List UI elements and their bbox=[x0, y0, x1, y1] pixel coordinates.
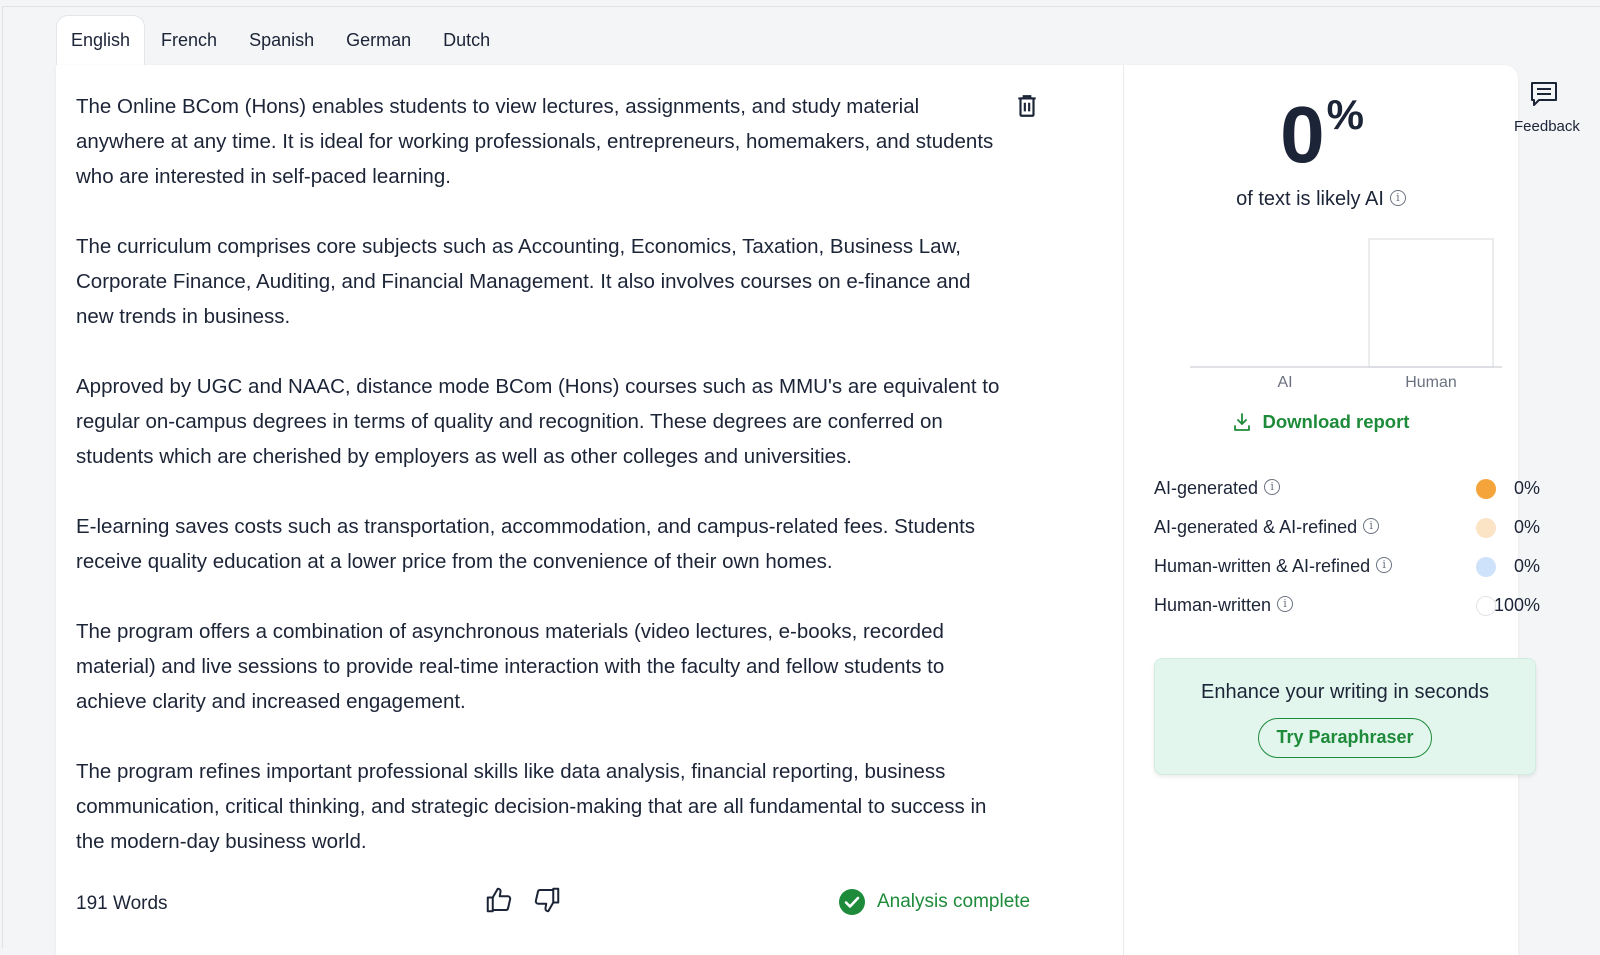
info-icon[interactable]: i bbox=[1376, 557, 1392, 573]
tab-german[interactable]: German bbox=[346, 29, 412, 50]
legend-label: Human-written & AI-refined i bbox=[1154, 556, 1392, 577]
legend-value: 0% bbox=[1513, 556, 1540, 576]
legend-label: AI-generated i bbox=[1154, 478, 1280, 499]
thumbs-down-icon[interactable] bbox=[532, 885, 564, 917]
status-text: Analysis complete bbox=[877, 891, 1031, 912]
promo-title: Enhance your writing in seconds bbox=[1201, 681, 1489, 703]
legend-value: 0% bbox=[1513, 478, 1540, 498]
legend-row-human-written bbox=[1154, 587, 1548, 626]
download-label: Download report bbox=[1262, 411, 1410, 432]
editor-footer bbox=[76, 885, 1076, 925]
download-report-button[interactable] bbox=[1124, 411, 1518, 433]
legend-value: 0% bbox=[1513, 517, 1540, 537]
paragraph: The curriculum comprises core subjects such as Accounting, Economics, Taxation, Business Law, Corporate Finance, Auditing, and Financial Management. It also involves courses on e-finance and new trends in business. bbox=[76, 235, 971, 328]
thumbs-up-icon[interactable] bbox=[484, 885, 516, 917]
legend-row-human-written-ai-refined bbox=[1154, 548, 1548, 587]
download-icon bbox=[1233, 412, 1251, 432]
legend-label: AI-generated & AI-refined i bbox=[1154, 517, 1379, 538]
word-count: 191 Words bbox=[76, 893, 168, 914]
info-icon[interactable]: i bbox=[1277, 596, 1293, 612]
info-icon[interactable]: i bbox=[1363, 518, 1379, 534]
ai-human-chart bbox=[1190, 233, 1502, 393]
legend-row-ai-generated bbox=[1154, 470, 1548, 509]
results-panel bbox=[1124, 65, 1540, 955]
text-editor[interactable] bbox=[56, 65, 1124, 955]
legend-label: Human-written i bbox=[1154, 595, 1293, 616]
paragraph: Approved by UGC and NAAC, distance mode BCom (Hons) courses such as MMU's are equivalent to regular on-campus degrees in terms of quality and recognition. These degrees are conferred on students which are cherished by employers as well as other colleges and universities. bbox=[76, 375, 1000, 468]
paragraph: The Online BCom (Hons) enables students to view lectures, assignments, and study material anywhere at any time. It is ideal for working professionals, entrepreneurs, homemakers, and students who are interested in self-paced learning. bbox=[76, 95, 994, 188]
tab-french[interactable]: French bbox=[161, 29, 218, 50]
feedback-button[interactable] bbox=[1514, 78, 1600, 148]
bar-chart bbox=[1190, 233, 1502, 393]
ai-caption bbox=[1124, 188, 1518, 211]
try-paraphraser-button[interactable]: Try Paraphraser bbox=[1258, 718, 1432, 758]
tab-dutch[interactable]: Dutch bbox=[443, 29, 491, 50]
check-circle-icon bbox=[838, 888, 866, 916]
legend-row-ai-generated-ai-refined bbox=[1154, 509, 1548, 548]
editor-text[interactable] bbox=[76, 89, 1006, 894]
tick-label-ai: AI bbox=[1277, 374, 1293, 391]
feedback-icon bbox=[1530, 81, 1558, 107]
paragraph: E-learning saves costs such as transportation, accommodation, and campus-related fees. Students receive quality education at a lower price from the convenience of their own homes. bbox=[76, 515, 976, 573]
classification-legend bbox=[1154, 470, 1548, 626]
tab-spanish[interactable]: Spanish bbox=[249, 29, 315, 50]
trash-icon[interactable] bbox=[1014, 93, 1040, 119]
paragraph: The program refines important professional skills like data analysis, financial reporting, business communication, critical thinking, and strategic decision-making that are all fundamental to success in the modern-day business world. bbox=[76, 760, 987, 853]
language-tabs bbox=[56, 15, 506, 65]
paragraph: The program offers a combination of asynchronous materials (video lectures, e-books, recorded material) and live sessions to provide real-time interaction with the faculty and fellow students to achieve clarity and increased engagement. bbox=[76, 620, 945, 713]
info-icon[interactable]: i bbox=[1264, 479, 1280, 495]
percent-sign: % bbox=[1326, 91, 1362, 138]
tick-label-human: Human bbox=[1405, 374, 1457, 391]
percent-value: 0 bbox=[1280, 90, 1323, 179]
analysis-status bbox=[838, 885, 1030, 919]
ai-percentage bbox=[1124, 89, 1518, 181]
legend-value: 100% bbox=[1493, 595, 1540, 615]
feedback-label: Feedback bbox=[1514, 118, 1580, 135]
paraphraser-promo bbox=[1154, 658, 1536, 775]
tab-english[interactable]: English bbox=[56, 15, 145, 65]
info-icon[interactable]: i bbox=[1390, 190, 1406, 206]
caption-text: of text is likely AI bbox=[1236, 188, 1384, 210]
bar-human bbox=[1369, 239, 1493, 367]
detector-card bbox=[56, 65, 1540, 955]
